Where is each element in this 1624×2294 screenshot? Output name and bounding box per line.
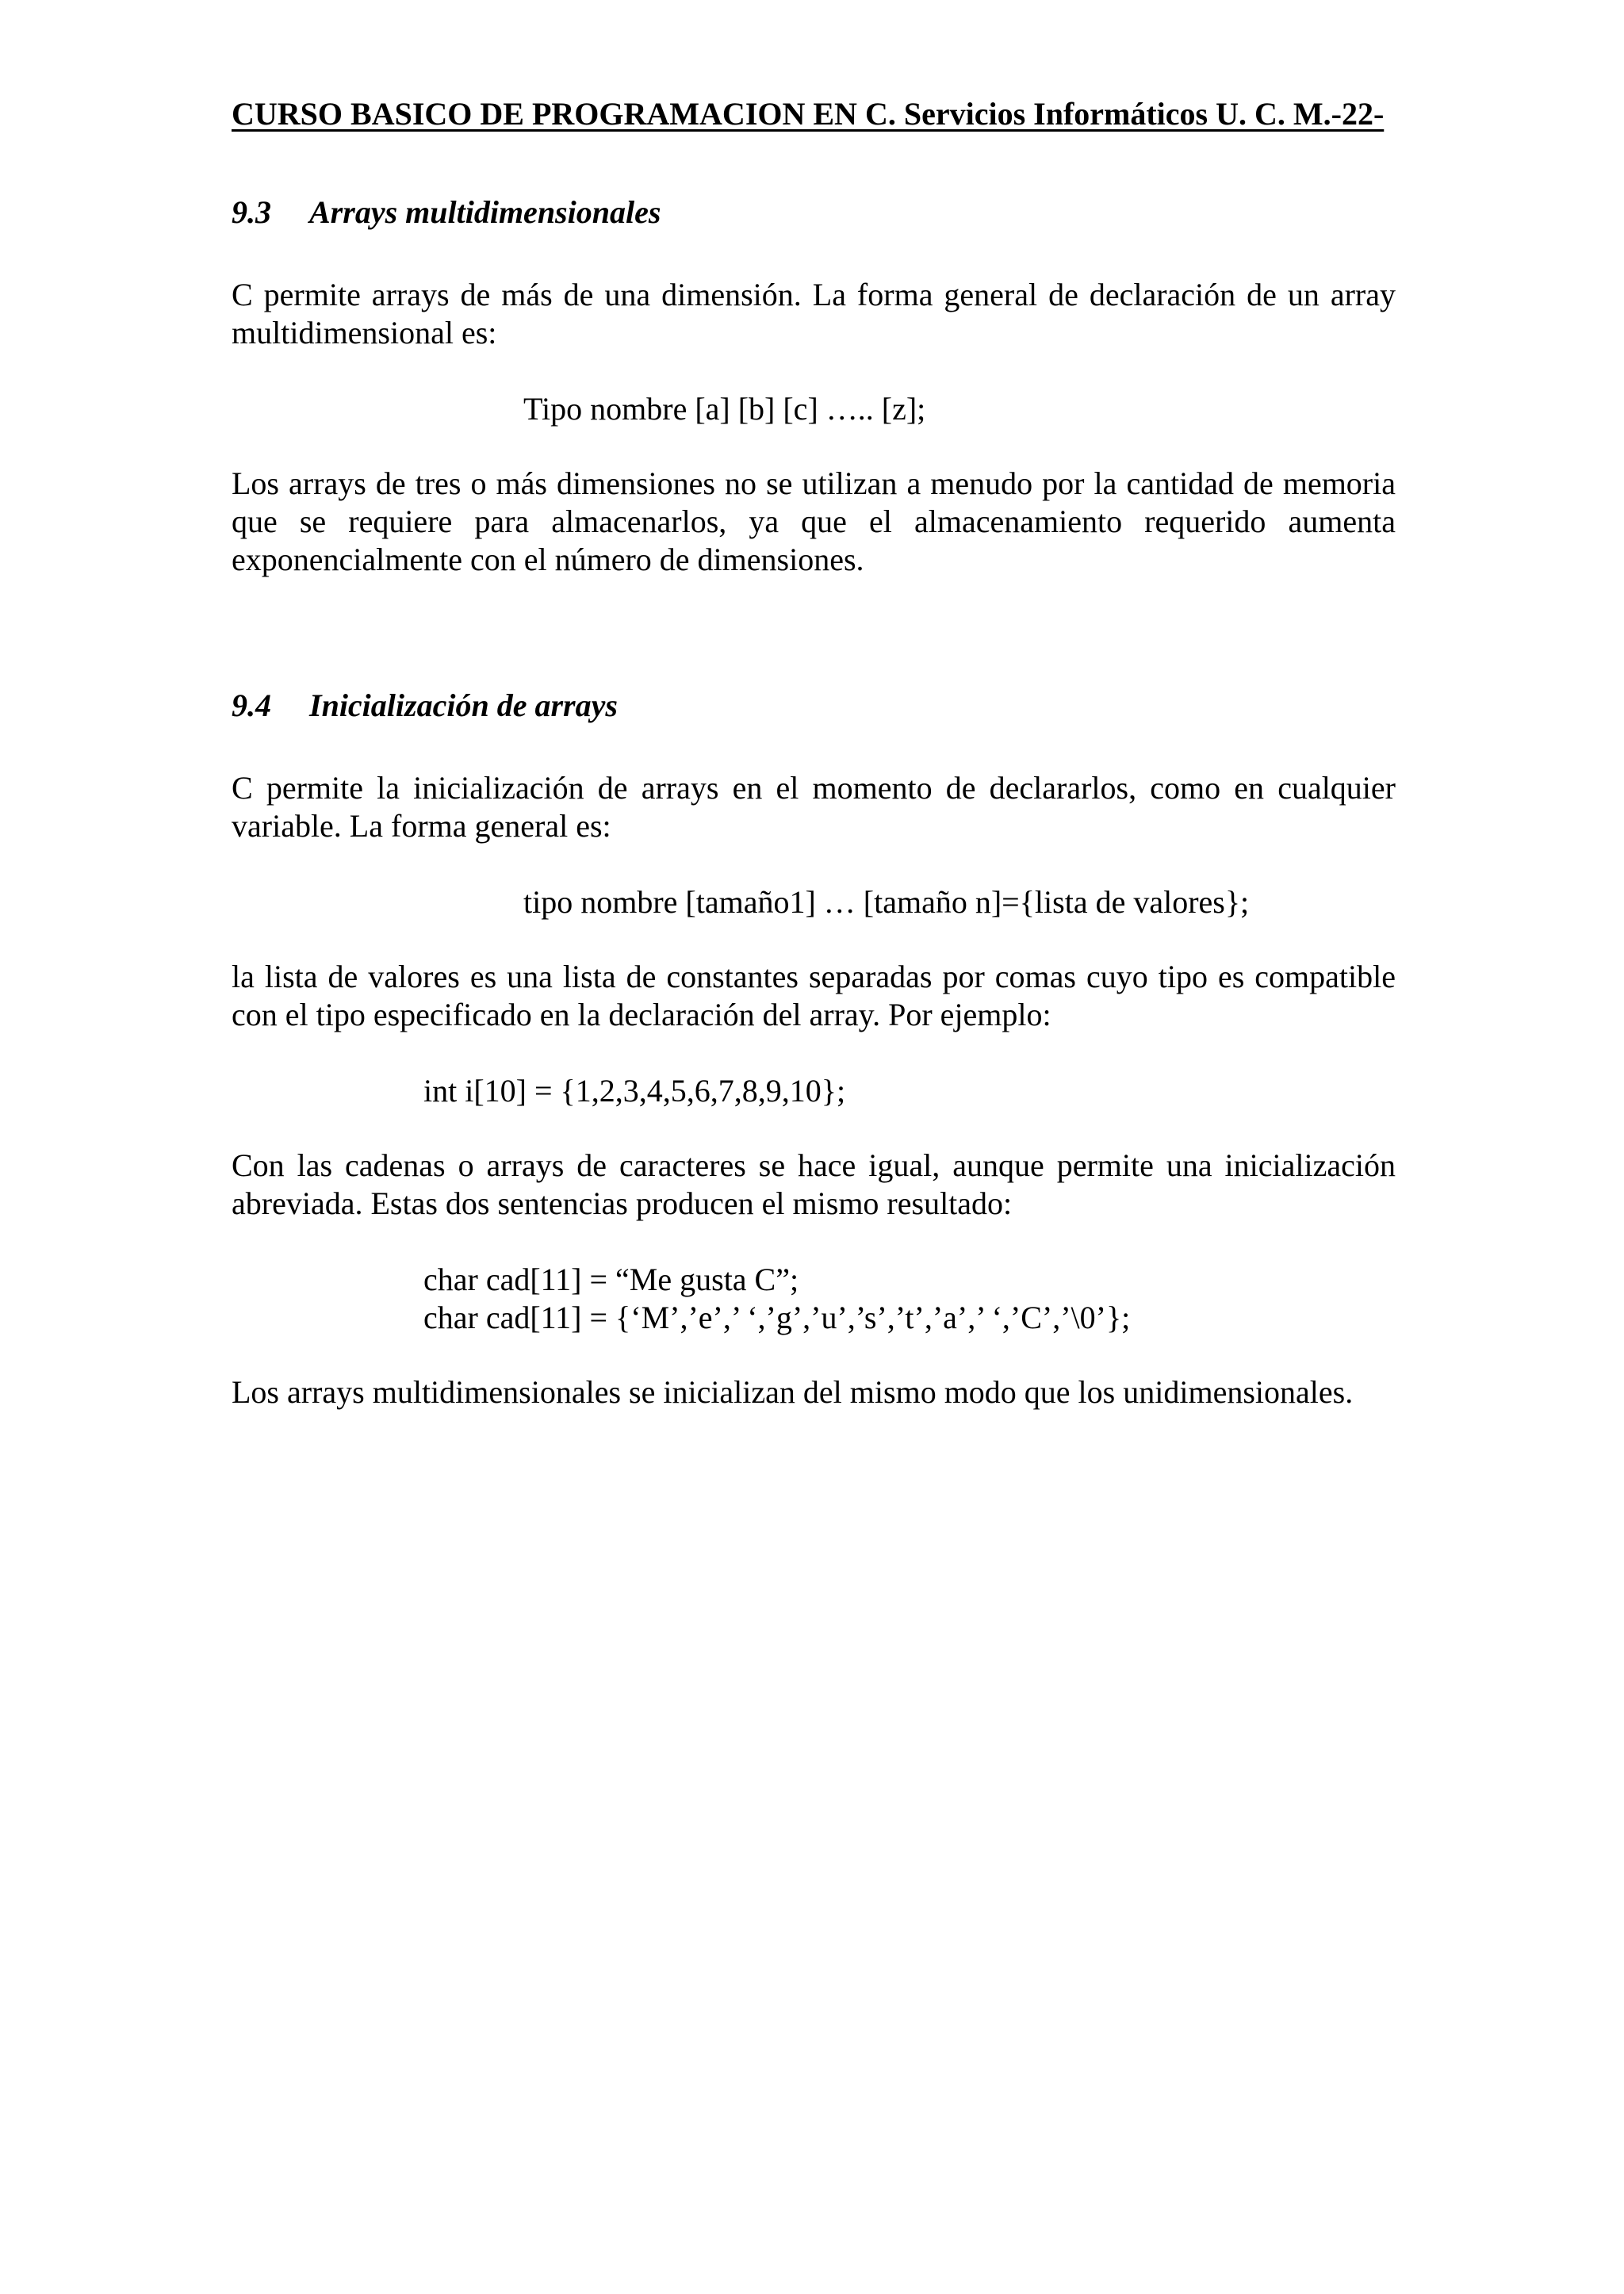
paragraph: la lista de valores es una lista de constantes separadas por comas cuyo tipo es compatible con el tipo especificado en la declaración del array. Por ejemplo: bbox=[232, 959, 1396, 1032]
syntax-line: tipo nombre [tamaño1] … [tamaño n]={lista de valores}; bbox=[523, 884, 1250, 920]
paragraph: Con las cadenas o arrays de caracteres se hace igual, aunque permite una inicialización abreviada. Estas dos sentencias producen el mismo resultado: bbox=[232, 1147, 1396, 1221]
code-example-char-2: char cad[11] = {‘M’,’e’,’ ‘,’g’,’u’,’s’,’t’,’a’,’ ‘,’C’,’\0’}; bbox=[423, 1300, 1131, 1335]
paragraph: Los arrays de tres o más dimensiones no se utilizan a menudo por la cantidad de memoria que se requiere para almacenarlos, ya que el almacenamiento requerido aumenta exponencialmente con el número de dimensiones. bbox=[232, 465, 1396, 577]
syntax-line: Tipo nombre [a] [b] [c] ….. [z]; bbox=[523, 391, 926, 427]
section-title: Arrays multidimensionales bbox=[309, 194, 661, 230]
section-number: 9.4 bbox=[232, 687, 271, 723]
code-example-int: int i[10] = {1,2,3,4,5,6,7,8,9,10}; bbox=[423, 1073, 846, 1109]
paragraph: C permite arrays de más de una dimensión. La forma general de declaración de un array multidimensional es: bbox=[232, 277, 1396, 350]
section-number: 9.3 bbox=[232, 194, 271, 230]
paragraph: Los arrays multidimensionales se inicializan del mismo modo que los unidimensionales. bbox=[232, 1374, 1354, 1410]
code-example-char-1: char cad[11] = “Me gusta C”; bbox=[423, 1262, 799, 1297]
section-heading-9-4 bbox=[232, 685, 618, 726]
section-title: Inicialización de arrays bbox=[309, 687, 618, 723]
paragraph: C permite la inicialización de arrays en el momento de declararlos, como en cualquier variable. La forma general es: bbox=[232, 770, 1396, 844]
section-heading-9-3 bbox=[232, 192, 661, 233]
page-header: CURSO BASICO DE PROGRAMACION EN C. Servicios Informáticos U. C. M.-22- bbox=[232, 96, 1385, 132]
